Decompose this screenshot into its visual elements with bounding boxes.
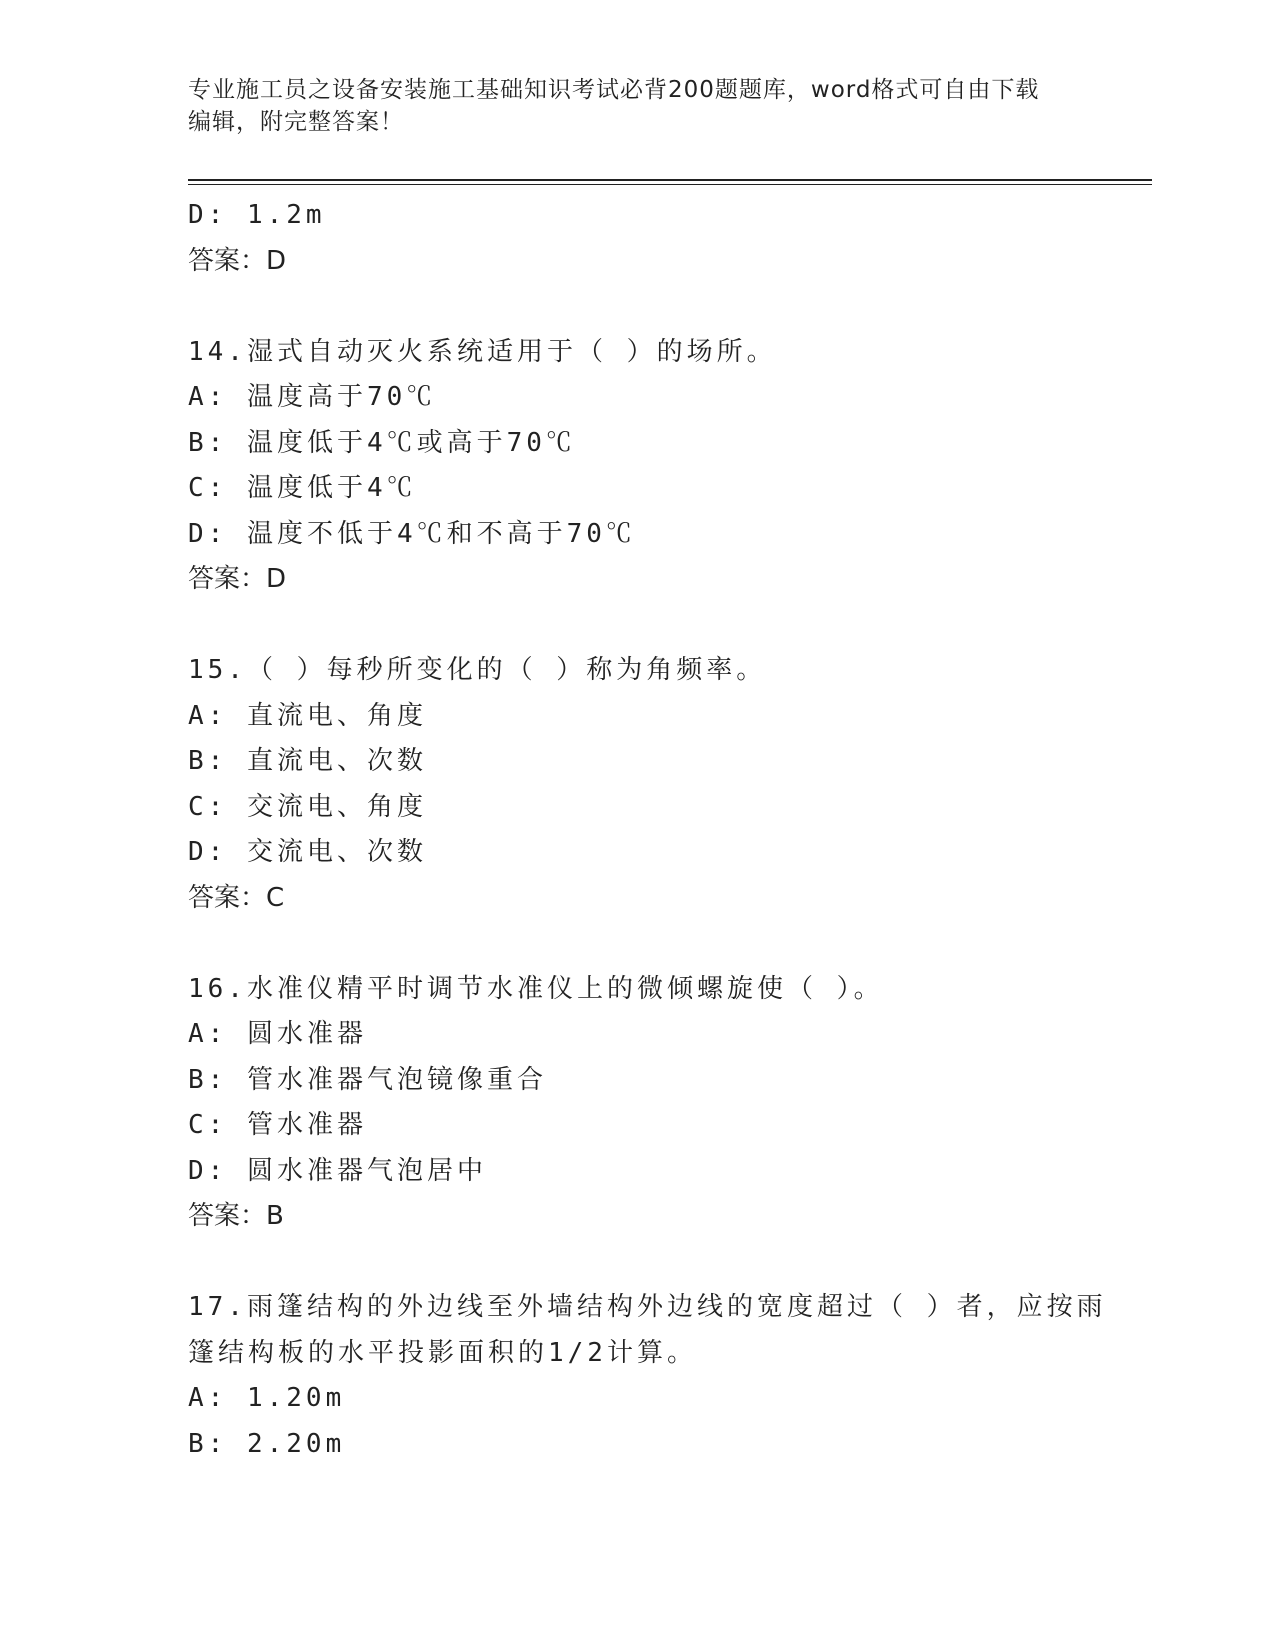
question-14 bbox=[188, 330, 1088, 603]
document-header bbox=[188, 74, 1068, 138]
option-c: C: 温度低于4℃ bbox=[188, 473, 417, 503]
answer: 答案：D bbox=[188, 564, 287, 594]
option-d: D: 温度不低于4℃和不高于70℃ bbox=[188, 518, 636, 549]
option-d: D: 交流电、次数 bbox=[188, 837, 427, 867]
question-stem: 15.（ ）每秒所变化的（ ）称为角频率。 bbox=[188, 655, 767, 685]
option-a: A: 温度高于70℃ bbox=[188, 382, 437, 412]
header-divider-thin bbox=[188, 184, 1152, 185]
header-divider-thick bbox=[188, 179, 1152, 181]
option-a: A: 1.20m bbox=[188, 1383, 346, 1413]
document-body bbox=[188, 193, 1107, 1467]
option-b: B: 直流电、次数 bbox=[188, 746, 427, 776]
header-title-line2: 编辑，附完整答案！ bbox=[188, 109, 404, 135]
spacer bbox=[188, 284, 1088, 330]
spacer bbox=[188, 1240, 1088, 1286]
option-b: B: 管水准器气泡镜像重合 bbox=[188, 1064, 547, 1095]
option-a: A: 圆水准器 bbox=[188, 1019, 367, 1049]
option-c: C: 管水准器 bbox=[188, 1110, 367, 1140]
option-b: B: 温度低于4℃或高于70℃ bbox=[188, 427, 576, 458]
question-stem-line1: 17.雨篷结构的外边线至外墙结构外边线的宽度超过（ ）者，应按雨 bbox=[188, 1292, 1107, 1322]
spacer bbox=[188, 603, 1088, 649]
question-stem-line2: 篷结构板的水平投影面积的1/2计算。 bbox=[188, 1337, 697, 1368]
answer: 答案：C bbox=[188, 882, 285, 913]
question-stem: 14.湿式自动灭火系统适用于（ ）的场所。 bbox=[188, 336, 777, 367]
option-a: A: 直流电、角度 bbox=[188, 700, 427, 731]
option-d: D: 圆水准器气泡居中 bbox=[188, 1155, 487, 1186]
header-title-line1: 专业施工员之设备安装施工基础知识考试必背200题题库，word格式可自由下载 bbox=[188, 77, 1040, 103]
option-c: C: 交流电、角度 bbox=[188, 791, 427, 822]
option-b: B: 2.20m bbox=[188, 1428, 346, 1459]
answer: 答案：B bbox=[188, 1201, 284, 1231]
spacer bbox=[188, 921, 1088, 967]
option-d: D: 1.2m bbox=[188, 200, 326, 230]
question-stem: 16.水准仪精平时调节水准仪上的微倾螺旋使（ ）。 bbox=[188, 973, 884, 1004]
question-15 bbox=[188, 648, 1088, 921]
question-16 bbox=[188, 967, 1088, 1240]
answer: 答案：D bbox=[188, 245, 287, 276]
question-17 bbox=[188, 1285, 1107, 1467]
